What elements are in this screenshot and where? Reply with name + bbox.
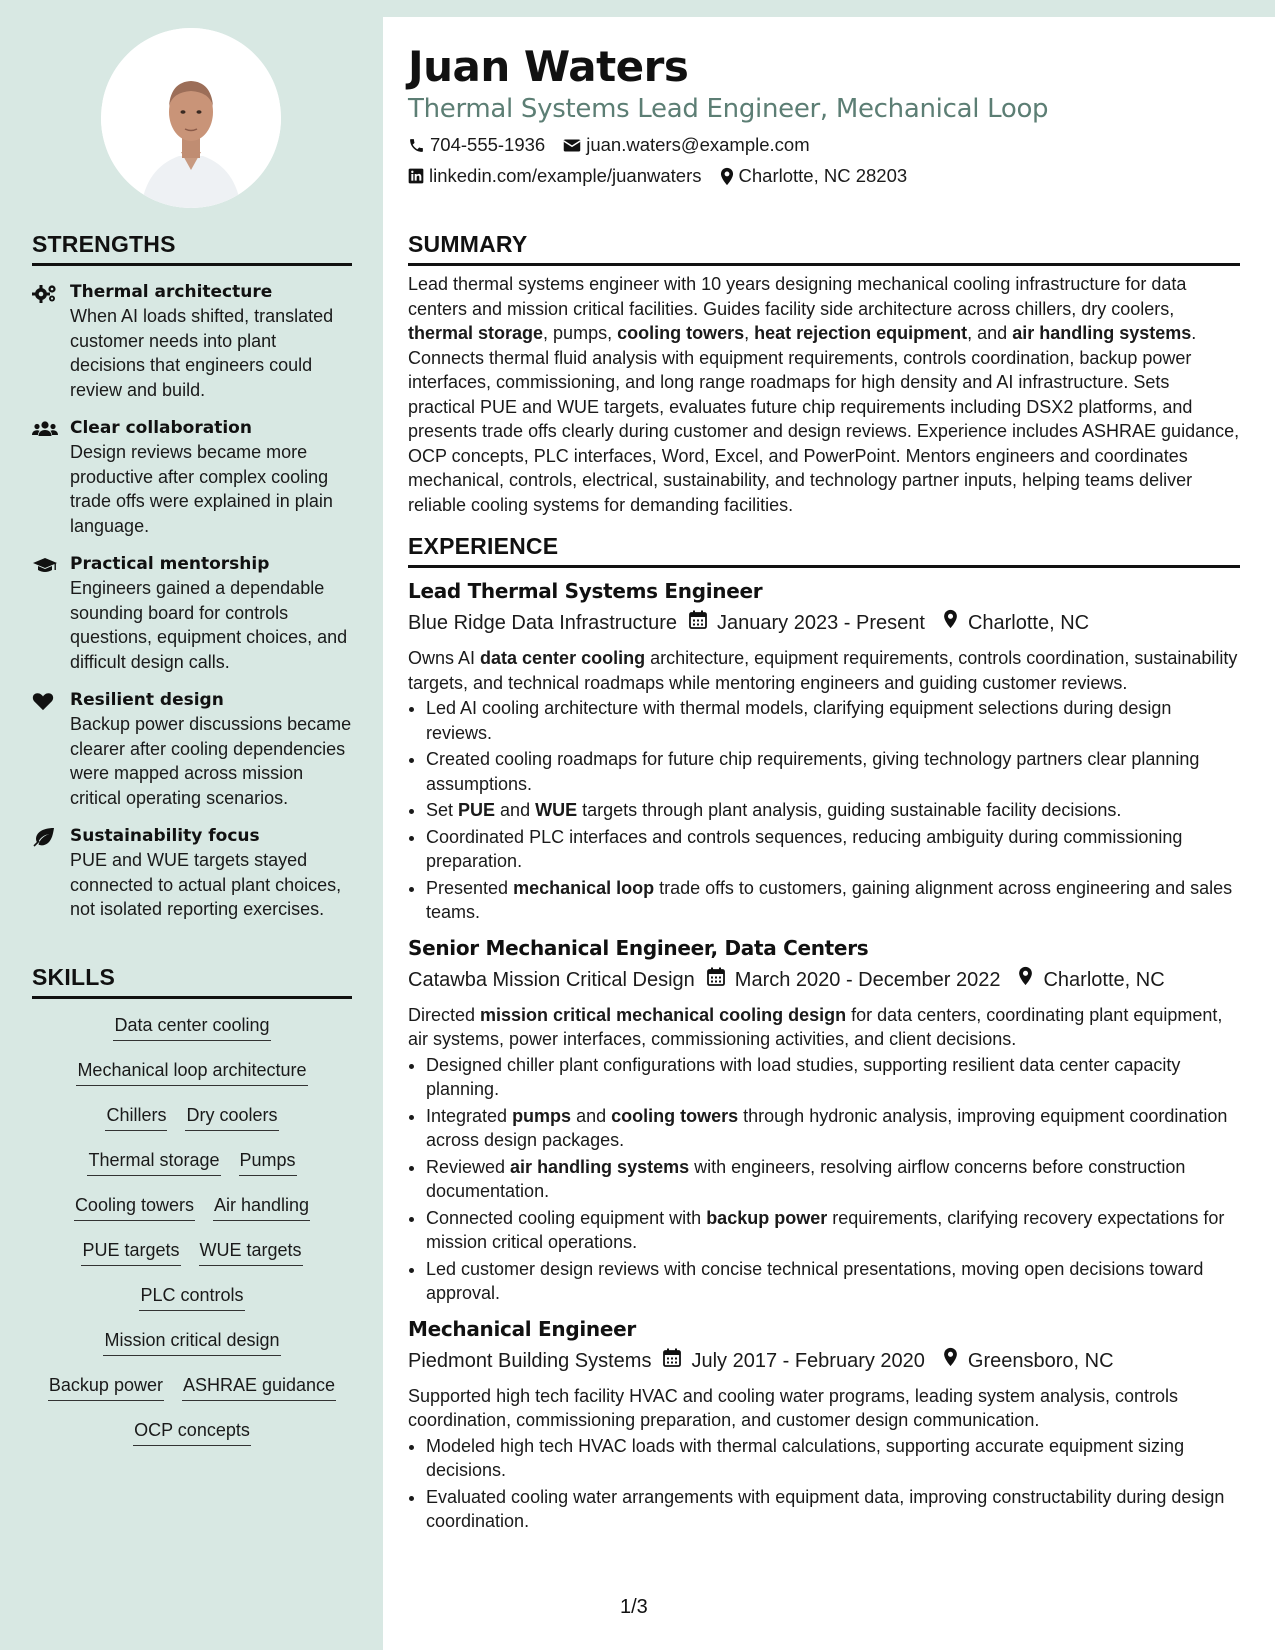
company-name: Piedmont Building Systems (408, 1349, 652, 1372)
graduation-cap-icon (32, 552, 70, 674)
skill-row (32, 1328, 352, 1373)
text-run: Supported high tech facility HVAC and cooling water programs, leading system analysis, controls coordination, commissioning preparation, and customer design communication. (408, 1385, 1179, 1430)
job-location: Charlotte, NC (967, 612, 1090, 634)
map-pin-icon (943, 608, 958, 638)
job-bullets (408, 1053, 1240, 1306)
company-name: Blue Ridge Data Infrastructure (408, 612, 678, 634)
strengths-list (32, 280, 352, 922)
job-bullet (426, 1053, 1240, 1102)
company-name: Catawba Mission Critical Design (408, 968, 695, 991)
phone-icon (408, 137, 425, 154)
contact-row-1 (408, 134, 828, 156)
strength-item (32, 824, 352, 922)
job-bullet (426, 747, 1240, 796)
strength-text (70, 280, 352, 402)
linkedin-icon (408, 168, 424, 184)
skill-tag: Thermal storage (87, 1148, 220, 1176)
skill-row (32, 1103, 352, 1148)
bold-text: heat rejection equipment (754, 323, 968, 343)
text-run: with engineers, resolving airflow concerns before construction documentation. (426, 1156, 1186, 1201)
location-contact (720, 165, 908, 187)
summary-text (408, 272, 1240, 517)
text-run: for data centers, coordinating plant equipment, air systems, power interfaces, commissioning activities, and client decisions. (408, 1004, 1223, 1049)
job-bullet (426, 1104, 1240, 1153)
location-text: Charlotte, NC 28203 (738, 165, 908, 186)
text-run: , (744, 323, 755, 343)
users-icon (32, 416, 70, 538)
strength-description: PUE and WUE targets stayed connected to actual plant choices, not isolated reporting exercises. (70, 850, 342, 919)
skill-tag: OCP concepts (133, 1418, 251, 1446)
strength-text (70, 552, 352, 674)
calendar-icon (663, 1346, 681, 1376)
job-bullet (426, 1155, 1240, 1204)
skill-tag: Chillers (105, 1103, 167, 1131)
skill-tag: Backup power (48, 1373, 164, 1401)
job-entry (408, 933, 1240, 1306)
skills-section (32, 964, 352, 1463)
strength-title: Resilient design (70, 690, 224, 710)
bold-text: pumps (512, 1105, 572, 1126)
job-bullet (426, 876, 1240, 925)
experience-section (408, 533, 1240, 1536)
map-pin-icon (720, 167, 734, 186)
strength-description: Design reviews became more productive after complex cooling trade offs were explained in plain language. (70, 442, 333, 536)
skill-row (32, 1193, 352, 1238)
calendar-icon (689, 608, 707, 638)
bold-text: backup power (706, 1207, 828, 1228)
skill-row (32, 1418, 352, 1463)
strength-item (32, 416, 352, 538)
strength-text (70, 824, 352, 922)
phone-contact[interactable] (408, 134, 545, 156)
job-meta (408, 965, 1240, 995)
skill-tag: PLC controls (139, 1283, 244, 1311)
skill-tag: Mechanical loop architecture (76, 1058, 307, 1086)
envelope-icon (563, 138, 581, 153)
leaf-icon (32, 824, 70, 922)
skill-tag: Cooling towers (74, 1193, 195, 1221)
candidate-name: Juan Waters (408, 42, 689, 91)
email-contact[interactable] (563, 134, 809, 156)
email-text: juan.waters@example.com (586, 134, 810, 155)
text-run: architecture, equipment requirements, controls coordination, sustainability targets, and technical roadmaps while mentoring engineers and guiding customer reviews. (408, 648, 1238, 693)
text-run: through hydronic analysis, improving equipment coordination across design packages. (426, 1105, 1228, 1150)
job-entry (408, 576, 1240, 925)
text-run: targets through plant analysis, guiding sustainable facility decisions. (577, 800, 1122, 820)
map-pin-icon (943, 1346, 958, 1376)
job-bullets (408, 1434, 1240, 1534)
text-run: Integrated (426, 1105, 513, 1126)
job-bullet (426, 825, 1240, 874)
skill-row (32, 1373, 352, 1418)
bold-text: cooling towers (617, 323, 745, 343)
strengths-section (32, 231, 352, 922)
header-strip (383, 0, 1275, 17)
job-location: Greensboro, NC (967, 1349, 1114, 1372)
text-run: Designed chiller plant configurations with load studies, supporting resilient data center capacity planning. (426, 1054, 1181, 1099)
job-description (408, 646, 1240, 695)
strength-text (70, 416, 352, 538)
skill-tag: Dry coolers (185, 1103, 278, 1131)
job-description (408, 1003, 1240, 1052)
strength-text (70, 688, 352, 810)
strength-title: Thermal architecture (70, 282, 273, 302)
text-run: Reviewed (426, 1156, 511, 1177)
job-dates: July 2017 - February 2020 (691, 1349, 925, 1372)
job-bullet (426, 798, 1240, 823)
text-run: and (571, 1105, 612, 1126)
bold-text: PUE (458, 800, 496, 820)
job-description (408, 1384, 1240, 1433)
text-run: . Connects thermal fluid analysis with equipment requirements, controls coordination, backup power interfaces, commissioning, and long range roadmaps for high density and AI infrastructure. Sets practical PUE and WUE targets, evaluates future chip requirements including DSX2 platforms, and presents trade offs clearly during customer and design reviews. Experience includes ASHRAE guidance, OCP concepts, PLC interfaces, Word, Excel, and PowerPoint. Mentors engineers and coordinates mechanical, controls, electrical, sustainability, and technology partner inputs, helping teams deliver reliable cooling systems for demanding facilities. (408, 323, 1240, 515)
phone-text: 704-555-1936 (430, 134, 546, 155)
job-entry (408, 1314, 1240, 1534)
text-run: , pumps, (543, 323, 618, 343)
strength-title: Sustainability focus (70, 826, 260, 846)
bold-text: mission critical mechanical cooling design (480, 1004, 847, 1025)
skill-tag: PUE targets (81, 1238, 180, 1266)
job-bullet (426, 696, 1240, 745)
skill-row (32, 1148, 352, 1193)
bold-text: WUE (535, 800, 578, 820)
job-dates: March 2020 - December 2022 (734, 968, 1001, 991)
text-run: Coordinated PLC interfaces and controls sequences, reducing ambiguity during commissioning preparation. (426, 826, 1183, 871)
text-run: Set (426, 800, 459, 820)
summary-heading: SUMMARY (408, 231, 1240, 266)
bold-text: air handling systems (510, 1156, 690, 1177)
heart-icon (32, 688, 70, 810)
profile-photo (101, 28, 281, 208)
experience-heading: EXPERIENCE (408, 533, 1240, 568)
linkedin-text: linkedin.com/example/juanwaters (429, 165, 702, 186)
job-title: Mechanical Engineer (408, 1316, 636, 1341)
text-run: Modeled high tech HVAC loads with thermal calculations, supporting accurate equipment sizing decisions. (426, 1435, 1185, 1480)
contact-row-2 (408, 165, 925, 187)
text-run: Led customer design reviews with concise technical presentations, moving open decisions toward approval. (426, 1258, 1204, 1303)
map-pin-icon (1018, 965, 1033, 995)
strength-item (32, 280, 352, 402)
job-location: Charlotte, NC (1043, 968, 1165, 991)
strengths-heading: STRENGTHS (32, 231, 352, 266)
bold-text: data center cooling (480, 648, 646, 668)
skill-tag: Pumps (239, 1148, 297, 1176)
job-bullet (426, 1434, 1240, 1483)
strength-title: Clear collaboration (70, 418, 252, 438)
strength-item (32, 552, 352, 674)
job-meta (408, 608, 1240, 638)
text-run: Led AI cooling architecture with thermal models, clarifying equipment selections during design reviews. (426, 698, 1172, 743)
job-bullet (426, 1485, 1240, 1534)
jobs-list (408, 576, 1240, 1534)
job-title: Senior Mechanical Engineer, Data Centers (408, 935, 869, 960)
skill-tag: ASHRAE guidance (182, 1373, 336, 1401)
job-meta (408, 1346, 1240, 1376)
candidate-headline: Thermal Systems Lead Engineer, Mechanical Loop (408, 94, 1049, 124)
gears-icon (32, 280, 70, 402)
text-run: and (495, 800, 536, 820)
job-dates: January 2023 - Present (717, 612, 925, 634)
skill-row (32, 1058, 352, 1103)
job-bullet (426, 1206, 1240, 1255)
skill-row (32, 1013, 352, 1058)
strength-title: Practical mentorship (70, 554, 270, 574)
skill-row (32, 1283, 352, 1328)
text-run: Connected cooling equipment with (426, 1207, 707, 1228)
skills-heading: SKILLS (32, 964, 352, 999)
skill-tag: Data center cooling (113, 1013, 270, 1041)
text-run: Evaluated cooling water arrangements with equipment data, improving constructability during design coordination. (426, 1486, 1225, 1531)
skill-tag: Mission critical design (103, 1328, 280, 1356)
skill-row (32, 1238, 352, 1283)
text-run: , and (967, 323, 1013, 343)
bold-text: mechanical loop (513, 877, 655, 898)
text-run: Owns AI (408, 648, 481, 668)
job-bullets (408, 696, 1240, 925)
job-title: Lead Thermal Systems Engineer (408, 579, 763, 603)
job-bullet (426, 1257, 1240, 1306)
text-run: Presented (426, 877, 514, 898)
bold-text: air handling systems (1012, 323, 1192, 343)
calendar-icon (707, 965, 725, 995)
text-run: Created cooling roadmaps for future chip requirements, giving technology partners clear planning assumptions. (426, 749, 1200, 794)
linkedin-contact[interactable] (408, 165, 702, 187)
strength-item (32, 688, 352, 810)
text-run: Directed (408, 1004, 481, 1025)
text-run: requirements, clarifying recovery expectations for mission critical operations. (426, 1207, 1225, 1252)
text-run: trade offs to customers, gaining alignment across engineering and sales teams. (426, 877, 1233, 922)
bold-text: cooling towers (611, 1105, 739, 1126)
strength-description: Engineers gained a dependable sounding board for controls questions, equipment choices, and difficult design calls. (70, 578, 348, 672)
skill-tag: WUE targets (199, 1238, 303, 1266)
bold-text: thermal storage (408, 323, 544, 343)
text-run: Lead thermal systems engineer with 10 years designing mechanical cooling infrastructure for data centers and mission critical facilities. Guides facility side architecture across chillers, dry coolers, (408, 274, 1187, 319)
skills-list (32, 1013, 352, 1463)
strength-description: When AI loads shifted, translated customer needs into plant decisions that engineers could review and build. (70, 306, 334, 400)
summary-section (408, 231, 1240, 517)
page-number: 1/3 (620, 1596, 648, 1618)
skill-tag: Air handling (213, 1193, 310, 1221)
strength-description: Backup power discussions became clearer after cooling dependencies were mapped across mission critical operating scenarios. (70, 714, 352, 808)
